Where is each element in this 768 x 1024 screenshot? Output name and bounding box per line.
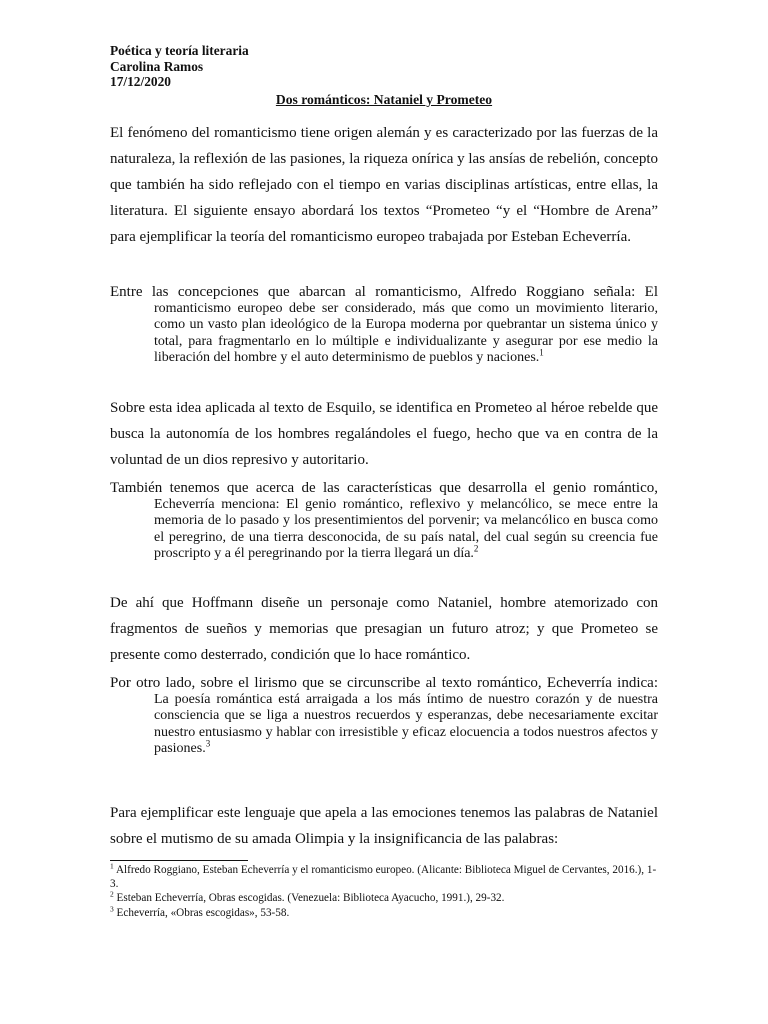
footnote-ref: 2 xyxy=(473,543,479,554)
document-date: 17/12/2020 xyxy=(110,74,172,89)
footnote-divider xyxy=(110,860,248,861)
block-quote-text: La poesía romántica está arraigada a los más íntimo de nuestro corazón y de nuestra consciencia que se liga a nuestros recuerdos y esperanzas, debe necesariamente excitar nuestro entusiasmo y hablar con irresistible y eficaz elocuencia a todos nuestros afectos y pasiones. xyxy=(154,692,658,756)
paragraph-hoffmann: De ahí que Hoffmann diseñe un personaje como Nataniel, hombre atemorizado con fragmentos de sueños y memorias que presagian un futuro atroz; y que Prometeo se presente como desterrado, condición que lo hace romántico. xyxy=(110,595,658,663)
footnote-text: Echeverría, «Obras escogidas», 53-58. xyxy=(116,907,290,919)
quote-intro-lirismo: Por otro lado, sobre el lirismo que se circunscribe al texto romántico, Echeverría indica: xyxy=(110,675,658,691)
author-name: Carolina Ramos xyxy=(110,58,204,74)
footnote-1 xyxy=(110,863,658,891)
essay-title: Dos románticos: Nataniel y Prometeo xyxy=(275,92,493,107)
paragraph-prometeo: Sobre esta idea aplicada al texto de Esquilo, se identifica en Prometeo al héroe rebelde que busca la autonomía de los hombres regalándoles el fuego, hecho que va en contra de la voluntad de un dios represivo y autoritario. xyxy=(110,400,658,468)
quote-intro-genio: También tenemos que acerca de las características que desarrolla el genio romántico, xyxy=(110,480,658,496)
block-quote-genio xyxy=(154,497,658,562)
block-quote-lirismo xyxy=(154,692,658,757)
footnote-3 xyxy=(110,906,658,920)
paragraph-intro: El fenómeno del romanticismo tiene origen alemán y es caracterizado por las fuerzas de la naturaleza, la reflexión de las pasiones, la riqueza onírica y las ansías de rebelión, concepto que también ha sido reflejado con el tiempo en varias disciplinas artísticas, entre ellas, la literatura. El siguiente ensayo abordará los textos “Prometeo “y el “Hombre de Arena” para ejemplificar la teoría del romanticismo europeo trabajada por Esteban Echeverría. xyxy=(110,125,658,245)
block-quote-text: Echeverría menciona: El genio romántico, reflexivo y melancólico, se mece entre la memoria de lo pasado y los presentimientos del porvenir; va melancólico en busca como el peregrino, de una tierra desconocida, de su país natal, del cual según su creencia fue proscripto y a él peregrinando por la tierra llegará un día. xyxy=(154,497,658,561)
document-header xyxy=(110,43,249,90)
footnote-text: Alfredo Roggiano, Esteban Echeverría y el romanticismo europeo. (Alicante: Biblioteca Miguel de Cervantes, 2016.), 1-3. xyxy=(110,864,657,890)
footnote-ref: 3 xyxy=(205,738,211,749)
paragraph-lenguaje: Para ejemplificar este lenguaje que apela a las emociones tenemos las palabras de Nataniel sobre el mutismo de su amada Olimpia y la insignificancia de las palabras: xyxy=(110,805,658,847)
quote-intro-roggiano: Entre las concepciones que abarcan al romanticismo, Alfredo Roggiano señala: El xyxy=(110,284,658,300)
block-quote-text: romanticismo europeo debe ser considerado, más que como un movimiento literario, como un vasto plan ideológico de la Europa moderna por quebrantar un sistema único y total, para fragmentarlo en lo múltiple e individualizante y asegurar por ese medio la liberación del hombre y el auto determinismo de pueblos y naciones. xyxy=(154,301,658,365)
footnote-ref: 1 xyxy=(539,347,544,358)
footnote-2 xyxy=(110,891,658,905)
course-name: Poética y teoría literaria xyxy=(110,43,249,58)
block-quote-roggiano xyxy=(154,301,658,366)
footnote-text: Esteban Echeverría, Obras escogidas. (Venezuela: Biblioteca Ayacucho, 1991.), 29-32. xyxy=(116,892,505,904)
footnote-number: 3 xyxy=(110,904,114,914)
footnote-number: 1 xyxy=(110,861,114,871)
footnote-number: 2 xyxy=(110,889,114,899)
